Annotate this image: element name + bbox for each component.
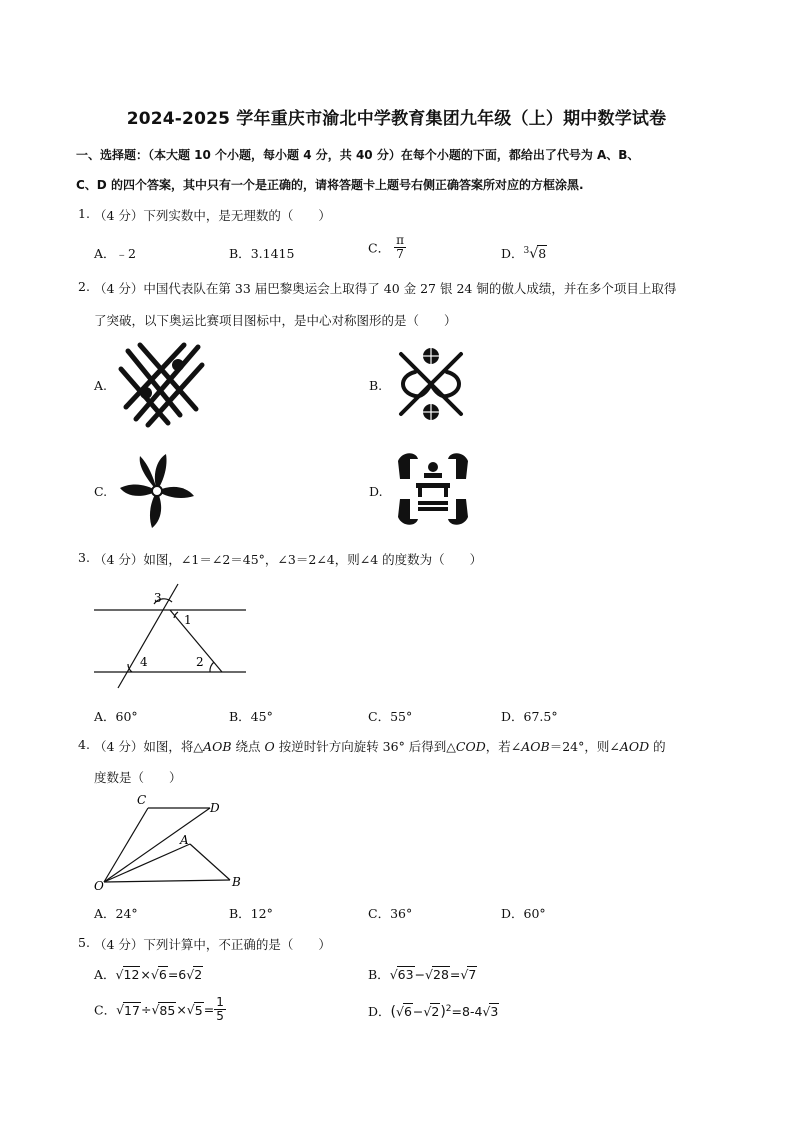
q4-stem-part: AOB [203, 739, 232, 754]
q2-option-d-label: D. [369, 484, 383, 499]
q4-stem-part: （4 分）如图，将△ [94, 739, 204, 754]
q5-c-operator: ÷ [140, 1002, 152, 1018]
q4-label-d: D [210, 801, 220, 815]
radical-icon: √ [482, 1004, 491, 1019]
q1-option-c-fraction [394, 234, 406, 261]
basketball-pictogram-icon [393, 346, 469, 422]
q2-number: 2. [78, 279, 90, 294]
q4-option-a: A．24° [94, 906, 138, 921]
q4-stem-line1 [94, 737, 666, 755]
radical-icon: √ [389, 967, 398, 982]
q5-a-radicand: 2 [194, 967, 203, 982]
q4-stem-part: ，若∠ [485, 739, 522, 754]
q3-label-angle3: 3 [154, 591, 162, 605]
q2-stem-line2: 了突破，以下奥运比赛项目图标中，是中心对称图形的是（ ） [94, 313, 457, 328]
q5-b-radicand: 63 [397, 967, 414, 982]
radical-icon: √ [425, 967, 434, 982]
q5-option-d [368, 1002, 499, 1020]
q5-d-radicand: 3 [490, 1004, 499, 1019]
page-title: 2024-2025 学年重庆市渝北中学教育集团九年级（上）期中数学试卷 [126, 109, 667, 129]
q4-stem-part: AOD [619, 739, 650, 754]
q4-stem-part: 绕点 [231, 739, 265, 754]
q3-label-angle1: 1 [184, 613, 192, 627]
q1-option-b [229, 244, 294, 262]
q1-option-c [368, 234, 406, 261]
q1-number: 1. [78, 206, 90, 221]
q4-stem-part: AOB [521, 739, 550, 754]
q1-option-a-label: A． [94, 246, 116, 261]
q4-label-b: B [232, 875, 241, 889]
q5-d-radicand: 2 [431, 1004, 440, 1019]
q5-b-radicand: 28 [433, 967, 449, 982]
q5-stem: （4 分）下列计算中，不正确的是（ ） [94, 937, 331, 952]
q5-option-b [368, 965, 477, 983]
q3-label-angle4: 4 [140, 655, 148, 669]
radical-icon: √ [115, 967, 124, 982]
q5-a-operator: × [140, 967, 151, 982]
q5-c-radicand: 17 [124, 1002, 140, 1018]
radical-icon: √ [423, 1004, 432, 1019]
q5-c-radicand: 5 [194, 1002, 203, 1018]
q5-option-a-label: A． [94, 967, 116, 982]
q5-b-radicand: 7 [468, 967, 477, 982]
q5-number: 5. [78, 935, 90, 950]
q5-option-a [94, 965, 203, 983]
q4-figure [92, 792, 252, 892]
q5-option-b-label: B． [368, 967, 390, 982]
q5-d-paren: ) [440, 1004, 446, 1020]
radical-icon: √ [396, 1004, 404, 1019]
q5-d-exponent: 2 [445, 1003, 452, 1014]
q3-figure [92, 580, 248, 692]
q1-option-b-label: B． [229, 246, 251, 261]
q4-option-c: C．36° [368, 906, 413, 921]
radical-icon: √ [529, 246, 539, 262]
q2-option-c-label: C. [94, 484, 108, 499]
q5-c-radicand: 85 [159, 1002, 176, 1018]
q3-option-a: A．60° [94, 709, 138, 724]
q1-option-d-radicand: 8 [538, 246, 547, 261]
q3-number: 3. [78, 550, 90, 565]
radical-icon: √ [116, 1002, 125, 1018]
q4-option-b: B．12° [229, 906, 273, 921]
q1-option-c-numerator: π [396, 233, 404, 247]
q5-d-radicand: 6 [403, 1004, 412, 1019]
q4-stem-part: ＝24°，则∠ [549, 739, 620, 754]
q5-c-numerator: 1 [216, 995, 224, 1009]
q4-option-d: D．60° [501, 906, 546, 921]
radical-icon: √ [186, 967, 195, 982]
q1-option-a-value: ﹣2 [115, 246, 136, 261]
q1-option-c-denominator: 7 [396, 247, 404, 262]
q3-option-d: D．67.5° [501, 709, 558, 724]
q5-a-radicand: 12 [123, 967, 140, 982]
q5-c-fraction [214, 996, 226, 1023]
swimming-pictogram-icon [394, 449, 472, 529]
q1-option-d-label: D． [501, 246, 524, 261]
q4-stem-part: COD [455, 739, 486, 754]
q1-option-a [94, 244, 136, 262]
q3-option-c: C．55° [368, 709, 413, 724]
radical-icon: √ [151, 1002, 160, 1018]
q1-option-c-label: C． [368, 240, 391, 256]
q4-label-o: O [94, 879, 104, 893]
q1-option-b-value: 3.1415 [250, 246, 295, 261]
q4-stem-line2: 度数是（ ） [94, 770, 182, 785]
q5-c-denominator: 5 [216, 1009, 224, 1024]
q5-d-result: =8-4 [451, 1004, 483, 1019]
radical-icon: √ [150, 967, 159, 982]
q3-option-b: B．45° [229, 709, 273, 724]
q4-stem-part: O [264, 739, 275, 754]
radical-icon: √ [460, 967, 469, 982]
q5-a-result: =6 [167, 967, 187, 982]
section-heading-line2: C、D 的四个答案，其中只有一个是正确的，请将答题卡上题号右侧正确答案所对应的方框涂黑. [76, 178, 584, 192]
q5-a-radicand: 6 [158, 967, 167, 982]
q1-option-d [501, 244, 547, 262]
q1-stem: （4 分）下列实数中，是无理数的（ ） [94, 208, 331, 223]
q4-number: 4. [78, 737, 90, 752]
q4-stem-part: 按逆时针方向旋转 36° 后得到△ [274, 739, 456, 754]
q5-b-result: = [449, 967, 461, 982]
q2-stem-line1: （4 分）中国代表队在第 33 届巴黎奥运会上取得了 40 金 27 银 24 铜的傲人成绩，并在多个项目上取得 [94, 281, 677, 296]
q5-option-d-label: D． [368, 1004, 391, 1019]
q4-label-a: A [180, 833, 189, 847]
rowing-pictogram-icon [118, 343, 204, 427]
section-heading-line1: 一、选择题：（本大题 10 个小题，每小题 4 分，共 40 分）在每个小题的下面，都给出了代号为 A、B、 [76, 148, 640, 162]
q3-label-angle2: 2 [196, 655, 204, 669]
q5-d-operator: − [412, 1004, 424, 1019]
pinwheel-pictogram-icon [116, 450, 198, 532]
q4-label-c: C [137, 793, 147, 807]
q3-stem: （4 分）如图，∠1＝∠2＝45°，∠3＝2∠4，则∠4 的度数为（ ） [94, 552, 483, 567]
q5-option-c [94, 996, 226, 1023]
q5-b-operator: − [414, 967, 426, 982]
q2-option-a-label: A. [94, 378, 108, 393]
q5-c-result: = [203, 1002, 215, 1018]
q5-c-operator: × [176, 1002, 187, 1018]
q4-stem-part: 的 [649, 739, 666, 754]
radical-icon: √ [186, 1002, 195, 1018]
q2-option-b-label: B. [369, 378, 383, 393]
q5-d-paren: ( [390, 1004, 396, 1020]
q1-option-d-index: 3 [523, 245, 530, 256]
q5-option-c-label: C． [94, 1002, 117, 1018]
